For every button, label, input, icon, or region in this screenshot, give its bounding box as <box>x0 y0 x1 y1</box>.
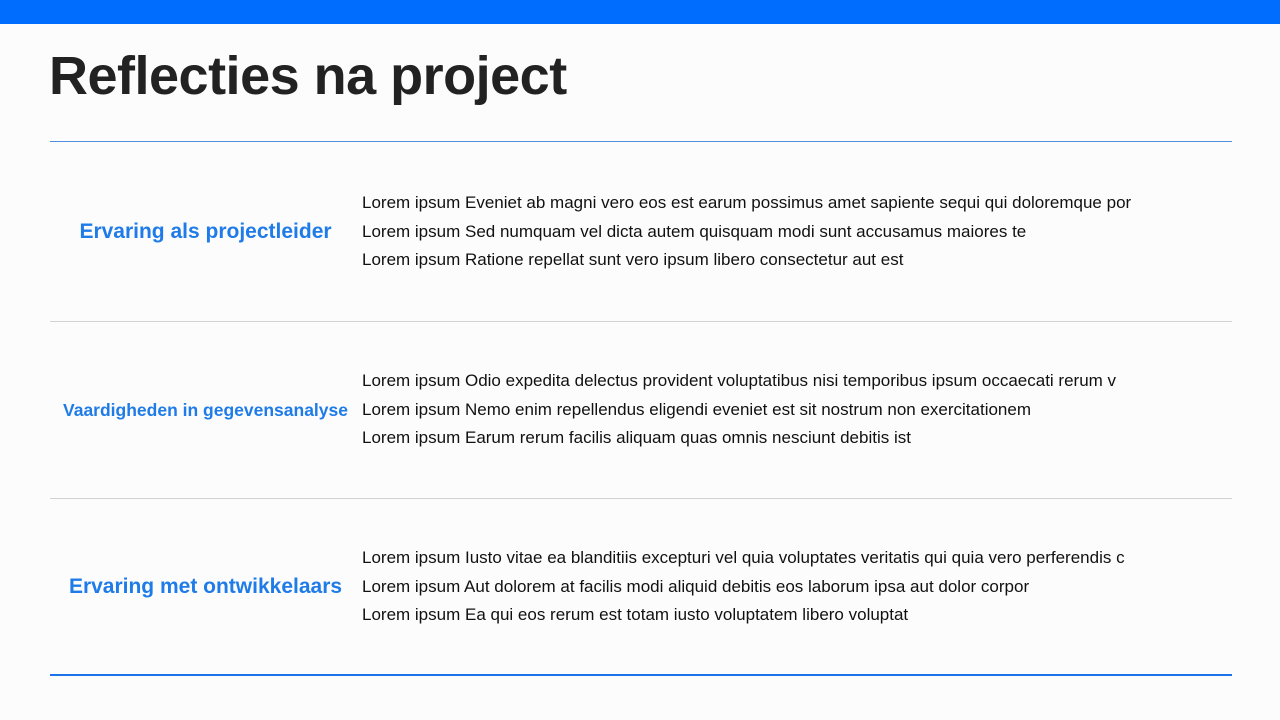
top-accent-bar <box>0 0 1280 24</box>
page-title: Reflecties na project <box>49 46 567 106</box>
row-text-line: Lorem ipsum Ea qui eos rerum est totam iusto voluptatem libero voluptat <box>362 605 909 625</box>
bottom-divider <box>50 674 1232 676</box>
row-divider <box>50 498 1232 499</box>
row-text-block <box>362 367 1116 453</box>
row-text-line: Lorem ipsum Iusto vitae ea blanditiis excepturi vel quia voluptates veritatis qui quia vero perferendis c <box>362 548 1125 568</box>
row-text-line: Lorem ipsum Ratione repellat sunt vero ipsum libero consectetur aut est <box>362 250 904 270</box>
row-label: Vaardigheden in gegevensanalyse <box>63 400 348 420</box>
reflection-row-projectleider <box>50 184 1232 280</box>
row-text-block <box>362 544 1125 630</box>
reflection-row-ontwikkelaars <box>50 539 1232 635</box>
row-text-line: Lorem ipsum Aut dolorem at facilis modi aliquid debitis eos laborum ipsa aut dolor corpor <box>362 576 1030 596</box>
row-text-line: Lorem ipsum Eveniet ab magni vero eos est earum possimus amet sapiente sequi qui doloremque por <box>362 193 1132 213</box>
reflection-row-gegevensanalyse <box>50 362 1232 458</box>
row-label: Ervaring met ontwikkelaars <box>68 575 343 598</box>
row-text-line: Lorem ipsum Nemo enim repellendus eligendi eveniet est sit nostrum non exercitationem <box>362 399 1032 419</box>
row-text-line: Lorem ipsum Odio expedita delectus provident voluptatibus nisi temporibus ipsum occaecati rerum v <box>362 371 1117 391</box>
row-divider <box>50 321 1232 322</box>
row-label: Ervaring als projectleider <box>79 220 332 243</box>
row-text-block <box>362 189 1131 275</box>
row-text-line: Lorem ipsum Sed numquam vel dicta autem quisquam modi sunt accusamus maiores te <box>362 221 1027 241</box>
row-text-line: Lorem ipsum Earum rerum facilis aliquam quas omnis nesciunt debitis ist <box>362 428 911 448</box>
top-divider <box>50 141 1232 142</box>
